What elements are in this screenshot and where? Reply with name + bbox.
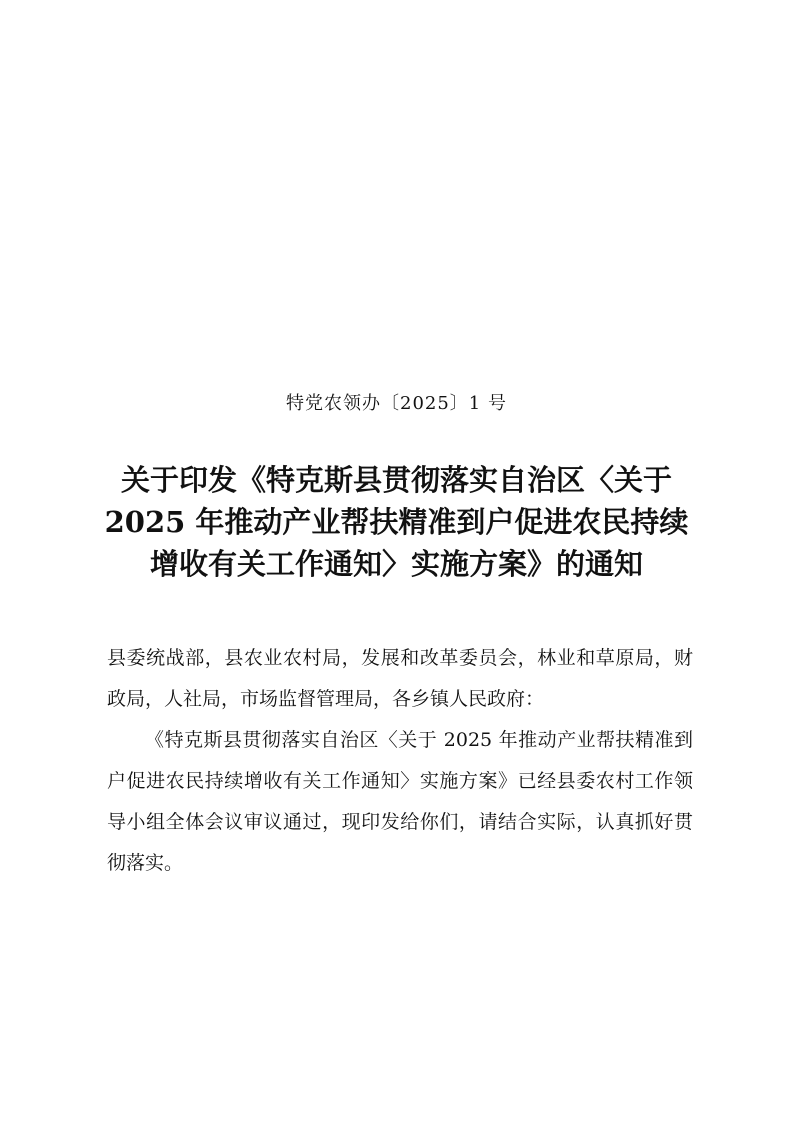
title-line: 2025 年推动产业帮扶精准到户促进农民持续 (104, 505, 689, 539)
title-line: 关于印发《特克斯县贯彻落实自治区〈关于 (120, 463, 672, 497)
addressee-line: 县委统战部，县农业农村局，发展和改革委员会，林业和草原局，财政局，人社局，市场监督管理局，各乡镇人民政府： (107, 647, 693, 710)
title-line: 增收有关工作通知〉实施方案》的通知 (149, 547, 643, 581)
document-body (107, 638, 693, 884)
body-paragraph: 《特克斯县贯彻落实自治区〈关于 2025 年推动产业帮扶精准到户促进农民持续增收有关工作通知〉实施方案》已经县委农村工作领导小组全体会议审议通过，现印发给你们，请结合实际，认真抓好贯彻落实。 (107, 729, 693, 874)
document-number: 特党农领办〔2025〕1 号 (286, 393, 507, 414)
document-title (0, 459, 793, 585)
